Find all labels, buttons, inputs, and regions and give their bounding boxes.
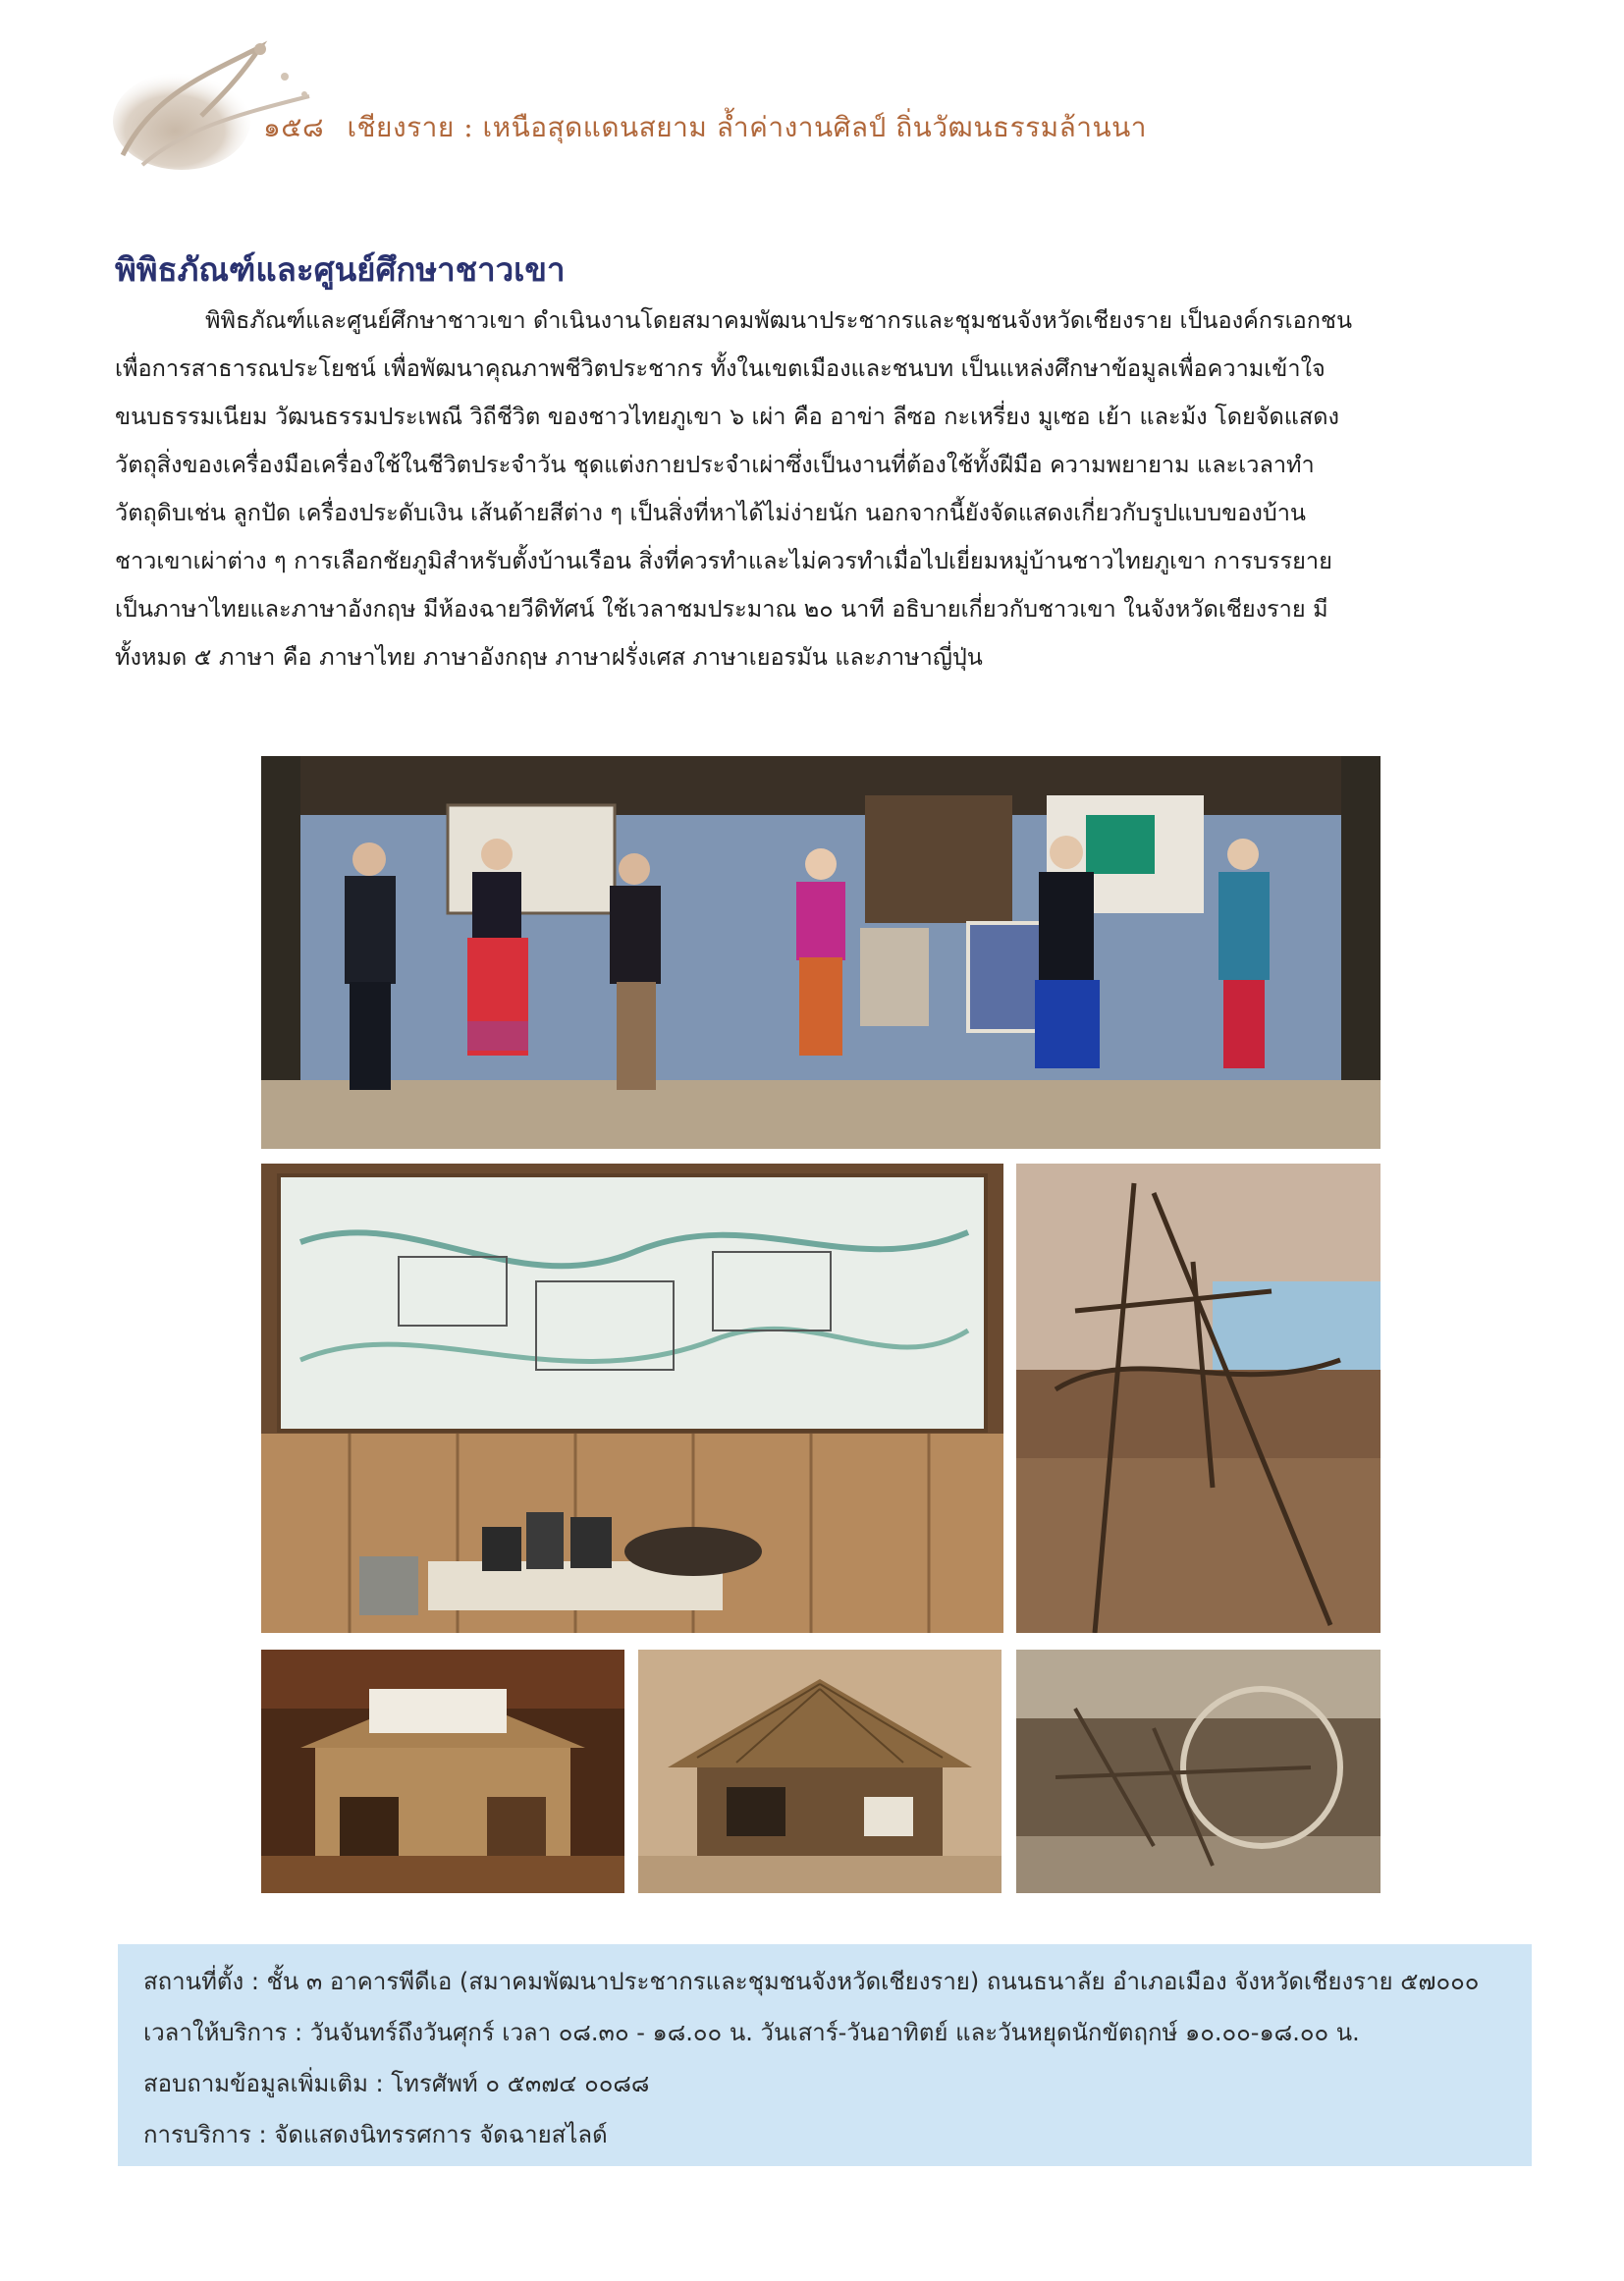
photo-house-model-1	[261, 1650, 624, 1893]
body-line: วัตถุดิบเช่น ลูกปัด เครื่องประดับเงิน เส้นด้ายสีต่าง ๆ เป็นสิ่งที่หาได้ไม่ง่ายนัก นอกจากนี้ยังจัดแสดงเกี่ยวกับรูปแบบของบ้าน	[115, 499, 1306, 526]
body-line: เพื่อการสาธารณประโยชน์ เพื่อพัฒนาคุณภาพชีวิตประชากร ทั้งในเขตเมืองและชนบท เป็นแหล่งศึกษาข้อมูลเพื่อความเข้าใจ	[115, 354, 1326, 382]
info-location: สถานที่ตั้ง : ชั้น ๓ อาคารพีดีเอ (สมาคมพัฒนาประชากรและชุมชนจังหวัดเชียงราย) ถนนธนาลัย อำเภอเมือง จังหวัดเชียงราย ๕๗๐๐๐	[143, 1968, 1480, 1995]
article-title: พิพิธภัณฑ์และศูนย์ศึกษาชาวเขา	[115, 250, 566, 289]
body-line: วัตถุสิ่งของเครื่องมือเครื่องใช้ในชีวิตประจำวัน ชุดแต่งกายประจำเผ่าซึ่งเป็นงานที่ต้องใช้ทั้งฝีมือ ความพยายาม และเวลาทำ	[115, 451, 1315, 478]
body-line: เป็นภาษาไทยและภาษาอังกฤษ มีห้องฉายวีดิทัศน์ ใช้เวลาชมประมาณ ๒๐ นาที อธิบายเกี่ยวกับชาวเขา ในจังหวัดเชียงราย มี	[115, 595, 1328, 623]
header-province: เชียงราย :	[347, 111, 474, 143]
body-line: ขนบธรรมเนียม วัฒนธรรมประเพณี วิถีชีวิต ของชาวไทยภูเขา ๖ เผ่า คือ อาข่า ลีซอ กะเหรี่ยง มูเซอ เย้า และม้ง โดยจัดแสดง	[115, 403, 1339, 430]
info-box	[118, 1944, 1532, 2166]
photo-wooden-tool	[1016, 1164, 1380, 1633]
body-line: ทั้งหมด ๕ ภาษา คือ ภาษาไทย ภาษาอังกฤษ ภาษาฝรั่งเศส ภาษาเยอรมัน และภาษาญี่ปุ่น	[115, 643, 983, 671]
header-subtitle: เหนือสุดแดนสยาม ล้ำค่างานศิลป์ ถิ่นวัฒนธรรมล้านนา	[482, 111, 1147, 143]
page-number: ๑๕๘	[263, 111, 325, 143]
info-services: การบริการ : จัดแสดงนิทรรศการ จัดฉายสไลด์	[143, 2121, 608, 2148]
running-header	[263, 106, 1147, 149]
photo-spinning-wheel	[1016, 1650, 1380, 1893]
body-line: ชาวเขาเผ่าต่าง ๆ การเลือกชัยภูมิสำหรับตั้งบ้านเรือน สิ่งที่ควรทำและไม่ควรทำเมื่อไปเยี่ยมหมู่บ้านชาวไทยภูเขา การบรรยาย	[115, 547, 1332, 574]
photo-house-model-2	[638, 1650, 1001, 1893]
body-line: พิพิธภัณฑ์และศูนย์ศึกษาชาวเขา ดำเนินงานโดยสมาคมพัฒนาประชากรและชุมชนจังหวัดเชียงราย เป็นองค์กรเอกชน	[205, 306, 1353, 334]
info-hours: เวลาให้บริการ : วันจันทร์ถึงวันศุกร์ เวลา ๐๘.๓๐ - ๑๘.๐๐ น. วันเสาร์-วันอาทิตย์ และวันหยุดนักขัตฤกษ์ ๑๐.๐๐-๑๘.๐๐ น.	[143, 2019, 1360, 2046]
article-body	[115, 297, 1509, 681]
info-contact: สอบถามข้อมูลเพิ่มเติม : โทรศัพท์ ๐ ๕๓๗๔ ๐๐๘๘	[143, 2070, 650, 2097]
photo-village-map	[261, 1164, 1003, 1633]
photo-costume-display	[261, 756, 1380, 1149]
